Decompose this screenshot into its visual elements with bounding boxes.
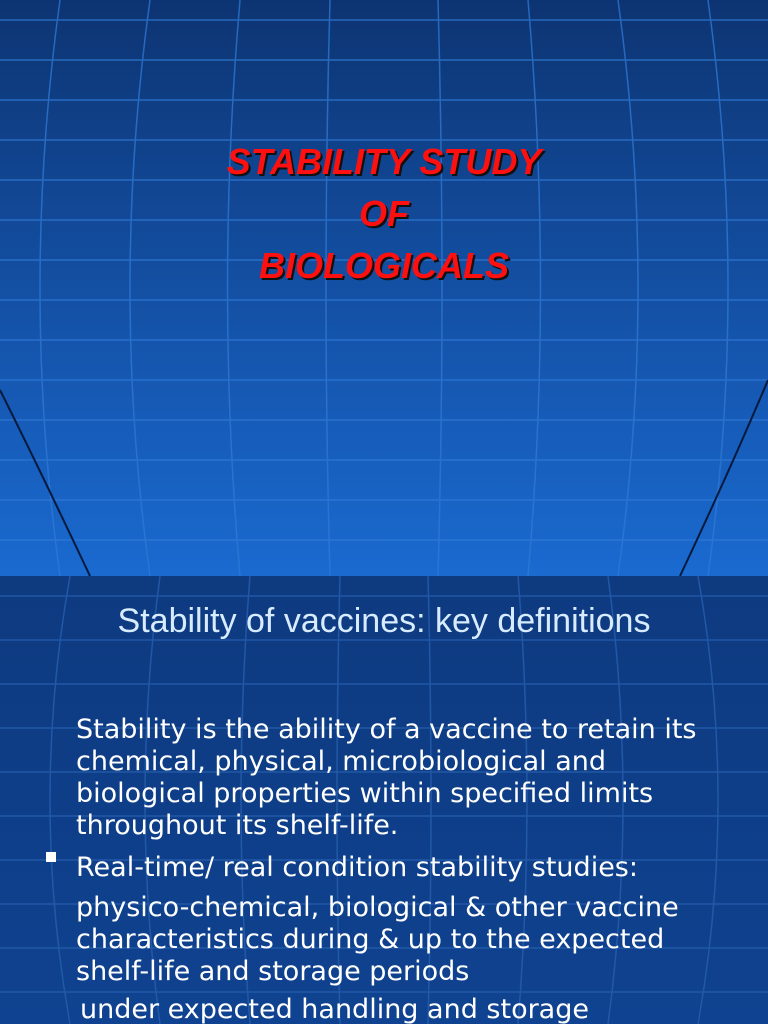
continuation-text: under expected handling and storage bbox=[80, 994, 589, 1024]
slide-title bbox=[0, 136, 768, 292]
bullet-item-real-time: Real-time/ real condition stability studies: bbox=[76, 852, 638, 883]
bullet-detail-paragraph: physico-chemical, biological & other vaccine characteristics during & up to the expected shelf-life and storage periods bbox=[76, 892, 679, 987]
title-line-1: STABILITY STUDY bbox=[226, 141, 542, 182]
title-line-2: OF bbox=[359, 193, 409, 234]
square-bullet-icon bbox=[46, 852, 56, 862]
title-line-3: BIOLOGICALS bbox=[259, 245, 509, 286]
slide-heading: Stability of vaccines: key definitions bbox=[117, 602, 651, 640]
definition-paragraph: Stability is the ability of a vaccine to retain its chemical, physical, microbiological and biological properties within specified limits throughout its shelf-life. bbox=[76, 714, 697, 841]
content-slide bbox=[0, 576, 768, 1024]
